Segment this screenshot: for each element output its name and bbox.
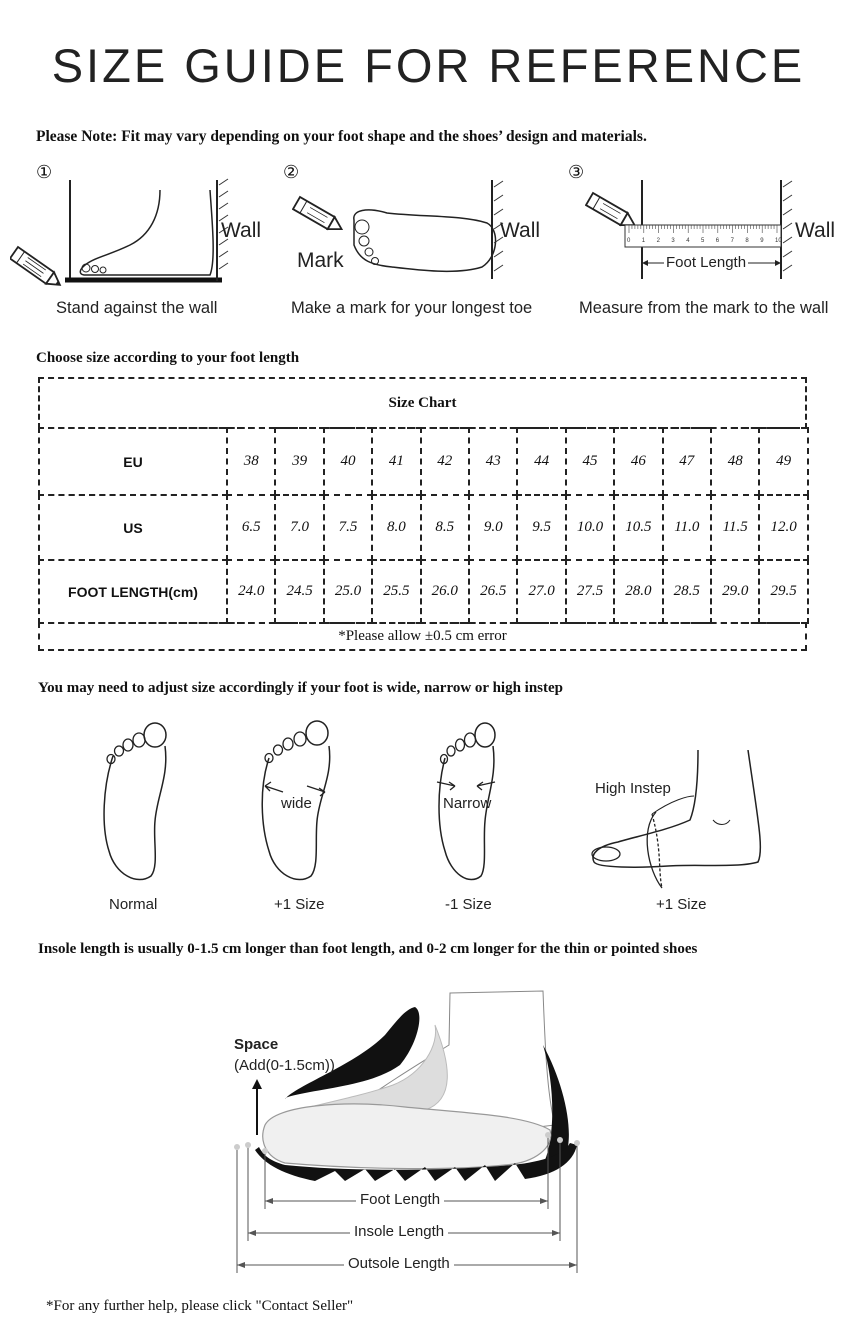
size-cell: 7.5: [323, 494, 373, 561]
narrow-caption: -1 Size: [445, 896, 492, 913]
arrow-left-icon: [477, 782, 495, 790]
size-cell: 29.0: [710, 559, 760, 624]
step-2-number: ②: [283, 162, 300, 183]
adjust-size-heading: You may need to adjust size accordingly if your foot is wide, narrow or high instep: [38, 680, 564, 696]
high-instep-illustration: [578, 750, 768, 895]
size-cell: 40: [323, 427, 373, 496]
size-cell: 39: [274, 427, 324, 496]
arrow-left-icon: [265, 782, 283, 792]
insole-length-label: Insole Length: [350, 1223, 448, 1240]
normal-foot-illustration: [95, 716, 185, 891]
choose-size-heading: Choose size according to your foot length: [36, 350, 300, 366]
size-cell: 9.5: [516, 494, 566, 561]
size-cell: 10.0: [565, 494, 615, 561]
space-value: (Add(0-1.5cm)): [234, 1057, 335, 1074]
size-cell: 26.0: [420, 559, 470, 624]
size-cell: 41: [371, 427, 421, 496]
pencil-icon: [293, 197, 345, 235]
ruler-label: 8: [745, 238, 749, 244]
step-3-number: ③: [568, 162, 585, 183]
ruler-label: 2: [656, 238, 660, 244]
high-instep-caption: +1 Size: [656, 896, 707, 913]
ruler-label: 6: [715, 238, 720, 244]
size-cell: 25.5: [371, 559, 421, 624]
size-cell: 7.0: [274, 494, 324, 561]
pencil-icon: [10, 247, 64, 291]
fit-note: Please Note: Fit may vary depending on your foot shape and the shoes’ design and materials.: [36, 128, 647, 145]
size-cell: 49: [758, 427, 808, 496]
size-cell: 43: [468, 427, 518, 496]
insole-heading: Insole length is usually 0-1.5 cm longer than foot length, and 0-2 cm longer for the thin or pointed shoes: [38, 941, 698, 957]
size-cell: 8.5: [420, 494, 470, 561]
size-cell: 27.5: [565, 559, 615, 624]
ruler-label: 9: [760, 238, 764, 244]
page-title: SIZE GUIDE FOR REFERENCE: [51, 39, 806, 92]
size-cell: 11.5: [710, 494, 760, 561]
size-cell: 29.5: [758, 559, 808, 624]
contact-seller-note[interactable]: *For any further help, please click "Contact Seller": [46, 1298, 354, 1314]
step-1-wall-label: Wall: [221, 219, 262, 242]
size-cell: 12.0: [758, 494, 808, 561]
size-cell: 28.5: [662, 559, 712, 624]
ruler-label: 1: [641, 238, 646, 244]
size-cell: 44: [516, 427, 566, 496]
high-instep-label: High Instep: [595, 780, 671, 797]
size-cell: 38: [226, 427, 276, 496]
size-cell: 46: [613, 427, 663, 496]
step-3-foot-length-label: Foot Length: [666, 254, 747, 271]
size-chart: [38, 377, 807, 651]
size-cell: 24.0: [226, 559, 276, 624]
step-2-caption: Make a mark for your longest toe: [291, 299, 533, 317]
size-cell: 27.0: [516, 559, 566, 624]
step-1-caption: Stand against the wall: [56, 299, 218, 317]
row-label-us: US: [38, 494, 228, 561]
size-cell: 48: [710, 427, 760, 496]
space-label: Space: [234, 1036, 279, 1053]
normal-caption: Normal: [109, 896, 158, 913]
size-cell: 45: [565, 427, 615, 496]
ruler-label: 5: [701, 238, 705, 244]
size-cell: 10.5: [613, 494, 663, 561]
size-cell: 25.0: [323, 559, 373, 624]
row-label-eu: EU: [38, 427, 228, 496]
size-cell: 6.5: [226, 494, 276, 561]
outsole-length-label: Outsole Length: [344, 1255, 454, 1272]
ruler-label: 7: [730, 238, 734, 244]
row-label-foot-length: FOOT LENGTH(cm): [38, 559, 228, 624]
ruler-label: 0: [627, 238, 631, 244]
size-cell: 47: [662, 427, 712, 496]
size-cell: 42: [420, 427, 470, 496]
ruler-label: 10: [775, 238, 782, 244]
foot-length-label: Foot Length: [356, 1191, 444, 1208]
size-cell: 9.0: [468, 494, 518, 561]
ruler-label: 3: [671, 238, 675, 244]
step-2-mark-label: Mark: [297, 249, 344, 272]
wide-caption: +1 Size: [274, 896, 325, 913]
step-1-number: ①: [36, 162, 53, 183]
wide-label: wide: [281, 795, 312, 812]
narrow-label: Narrow: [443, 795, 492, 812]
size-cell: 11.0: [662, 494, 712, 561]
step-3-caption: Measure from the mark to the wall: [579, 299, 829, 317]
step-2-wall-label: Wall: [500, 219, 541, 242]
size-cell: 26.5: [468, 559, 518, 624]
size-cell: 24.5: [274, 559, 324, 624]
size-chart-footer: *Please allow ±0.5 cm error: [38, 622, 807, 651]
step-3-wall-label: Wall: [795, 219, 836, 242]
size-cell: 8.0: [371, 494, 421, 561]
size-cell: 28.0: [613, 559, 663, 624]
ruler-label: 4: [686, 238, 690, 244]
size-chart-title: Size Chart: [38, 377, 807, 429]
